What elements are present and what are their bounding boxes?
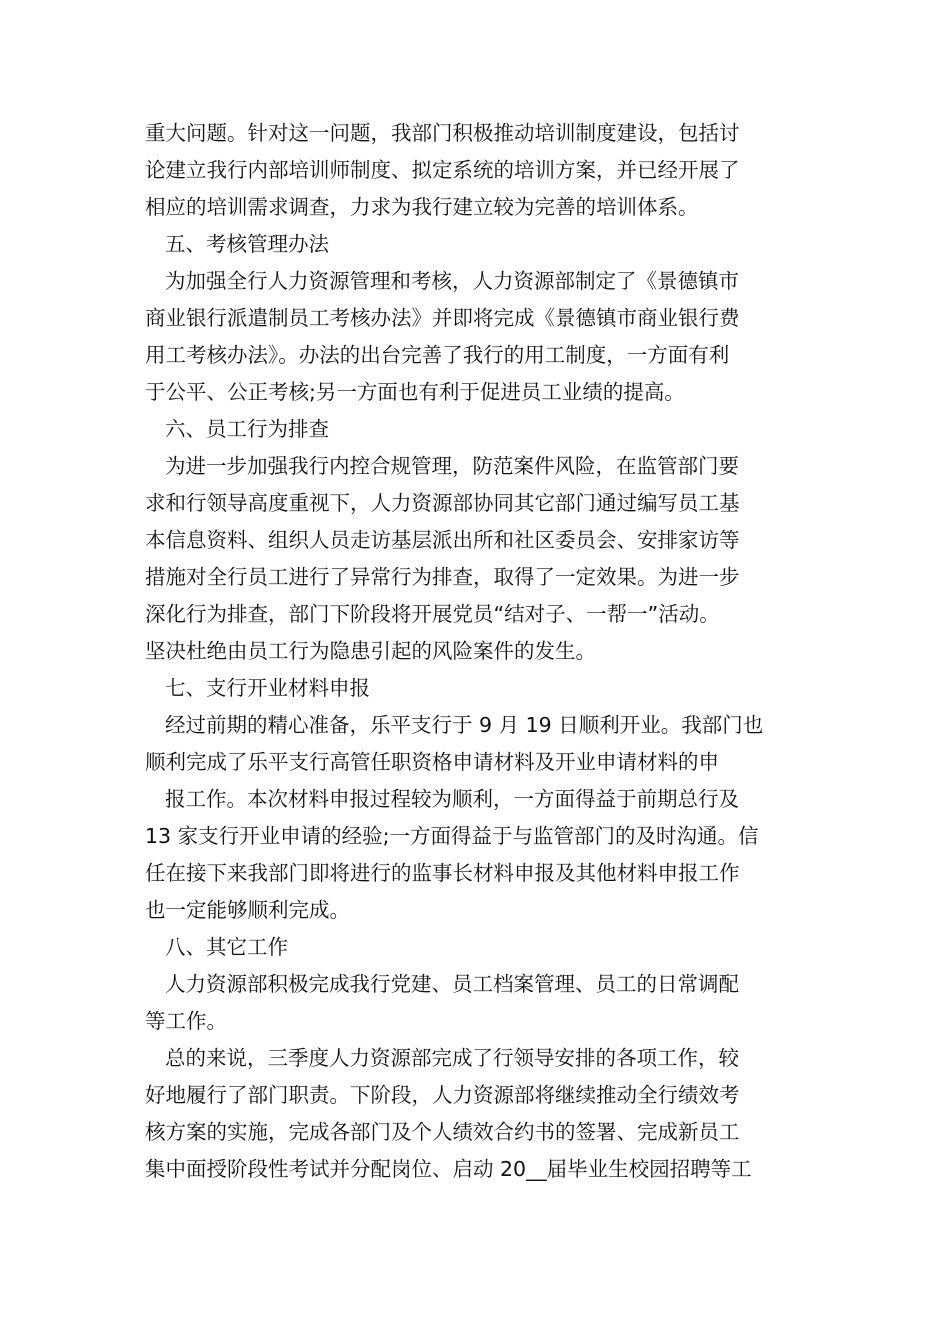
body-text-line: 用工考核办法》。办法的出台完善了我行的用工制度，一方面有利 <box>145 343 730 367</box>
body-text-line: 求和行领导高度重视下，人力资源部协同其它部门通过编写员工基 <box>145 491 740 515</box>
body-text-line: 也一定能够顺利完成。 <box>145 898 350 922</box>
document-body <box>145 115 807 1188</box>
body-text-line: 集中面授阶段性考试并分配岗位、启动 20__届毕业生校园招聘等工 <box>145 1157 752 1181</box>
body-text-line: 报工作。本次材料申报过程较为顺利，一方面得益于前期总行及 <box>165 787 739 811</box>
body-text-line: 顺利完成了乐平支行高管任职资格申请材料及开业申请材料的申 <box>145 750 719 774</box>
body-text-line: 为加强全行人力资源管理和考核，人力资源部制定了《景德镇市 <box>165 269 739 293</box>
body-text-line: 商业银行派遣制员工考核办法》并即将完成《景德镇市商业银行费 <box>145 306 740 330</box>
body-text-line: 相应的培训需求调查，力求为我行建立较为完善的培训体系。 <box>145 195 699 219</box>
body-text-line: 好地履行了部门职责。下阶段，人力资源部将继续推动全行绩效考 <box>145 1083 740 1107</box>
body-text-line: 任在接下来我部门即将进行的监事长材料申报及其他材料申报工作 <box>145 861 740 885</box>
section-heading: 五、考核管理办法 <box>165 232 329 256</box>
section-heading: 七、支行开业材料申报 <box>165 676 370 700</box>
body-text-line: 论建立我行内部培训师制度、拟定系统的培训方案，并已经开展了 <box>145 158 740 182</box>
body-text-line: 于公平、公正考核;另一方面也有利于促进员工业绩的提高。 <box>145 380 685 404</box>
body-text-line: 13 家支行开业申请的经验;一方面得益于与监管部门的及时沟通。信 <box>145 824 759 848</box>
body-text-line: 核方案的实施，完成各部门及个人绩效合约书的签署、完成新员工 <box>145 1120 740 1144</box>
body-text-line: 等工作。 <box>145 1009 227 1033</box>
body-text-line: 重大问题。针对这一问题，我部门积极推动培训制度建设，包括讨 <box>145 121 740 145</box>
body-text-line: 为进一步加强我行内控合规管理，防范案件风险，在监管部门要 <box>165 454 739 478</box>
body-text-line: 坚决杜绝由员工行为隐患引起的风险案件的发生。 <box>145 639 596 663</box>
body-text-line: 本信息资料、组织人员走访基层派出所和社区委员会、安排家访等 <box>145 528 740 552</box>
section-heading: 八、其它工作 <box>165 935 288 959</box>
body-text-line: 人力资源部积极完成我行党建、员工档案管理、员工的日常调配 <box>165 972 739 996</box>
section-heading: 六、员工行为排查 <box>165 417 329 441</box>
body-text-line: 深化行为排查，部门下阶段将开展党员“结对子、一帮一”活动。 <box>145 602 720 626</box>
body-text-line: 总的来说，三季度人力资源部完成了行领导安排的各项工作，较 <box>165 1046 739 1070</box>
body-text-line: 经过前期的精心准备，乐平支行于 9 月 19 日顺利开业。我部门也 <box>165 713 764 737</box>
body-text-line: 措施对全行员工进行了异常行为排查，取得了一定效果。为进一步 <box>145 565 740 589</box>
